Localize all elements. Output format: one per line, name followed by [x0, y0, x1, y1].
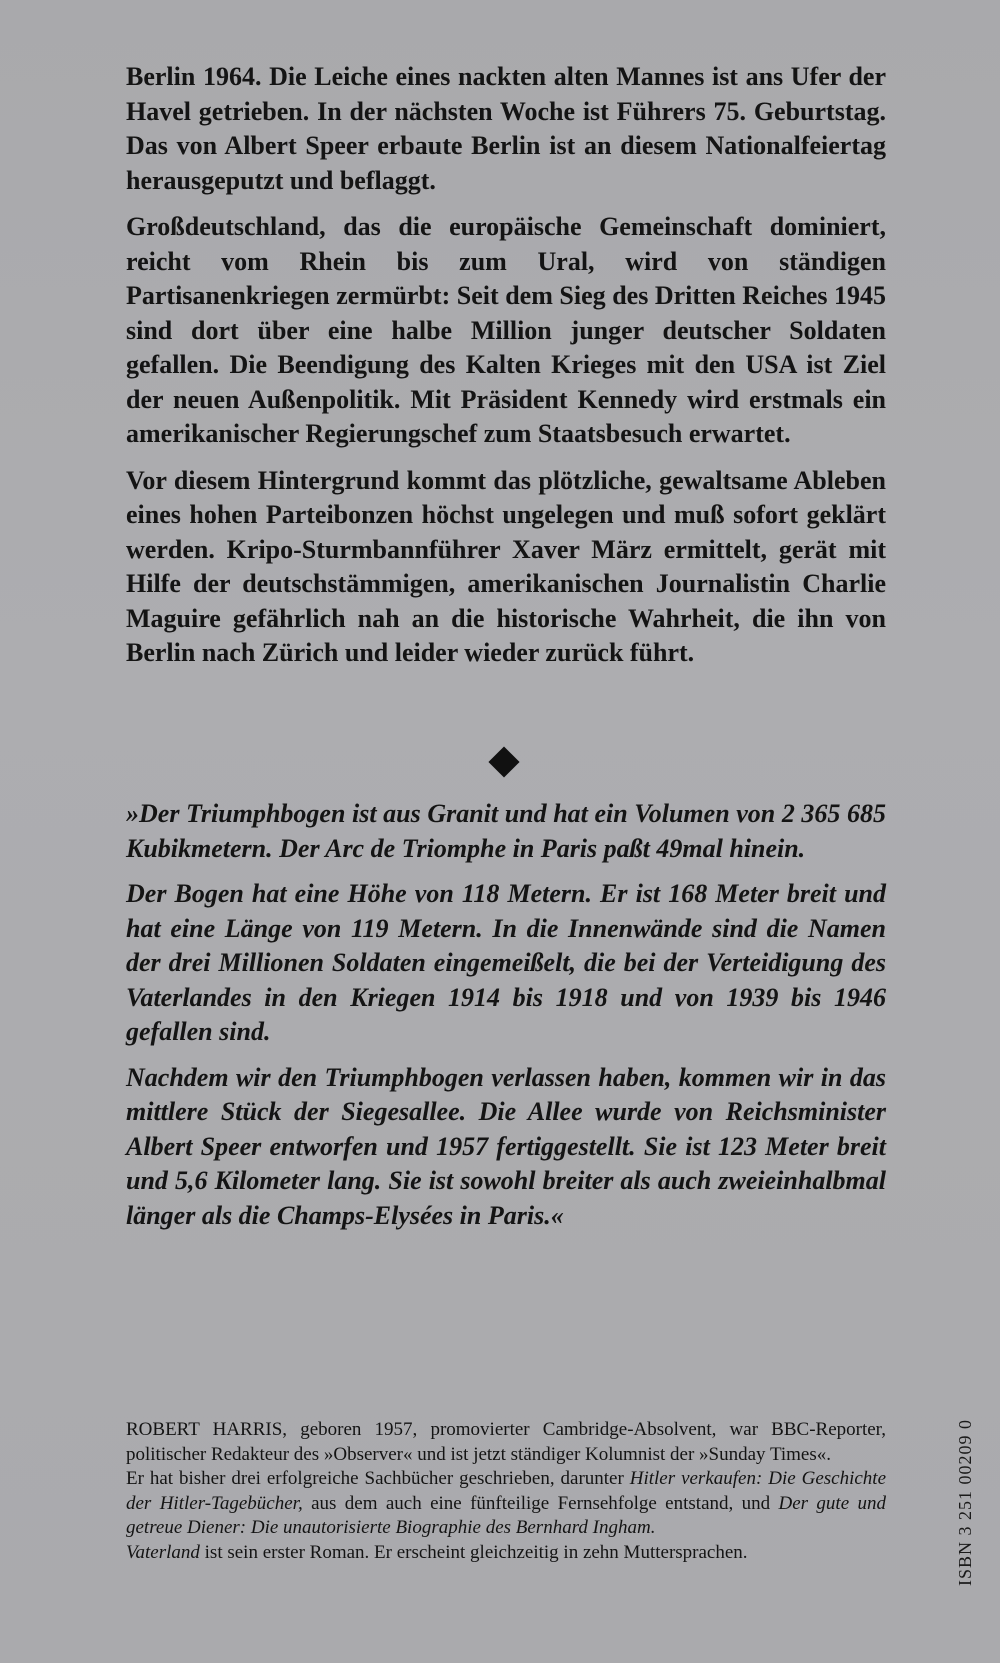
author-bio: [126, 1418, 886, 1565]
author-bio-line-1: ROBERT HARRIS, geboren 1957, promovierter Cambridge-Absolvent, war BBC-Reporter, politischer Redakteur des »Observer« und ist jetzt ständiger Kolumnist der »Sunday Times«.: [126, 1419, 886, 1465]
book-title-hitler-verkaufen: Hitler verkaufen: Die Geschichte der Hitler-Tagebücher,: [126, 1468, 886, 1514]
quote-paragraph-1: »Der Triumphbogen ist aus Granit und hat ein Volumen von 2 365 685 Kubikmetern. Der Arc de Triomphe in Paris paßt 49mal hinein.: [126, 799, 886, 863]
book-title-der-gute-diener: Der gute und getreue Diener: Die unautorisierte Biographie des Bernhard Ingham.: [126, 1492, 887, 1538]
quote-paragraph-3: Nachdem wir den Triumphbogen verlassen haben, kommen wir in das mittlere Stück der Siegesallee. Die Allee wurde von Reichsminister Albert Speer entworfen und 1957 fertiggestellt. Sie ist 123 Meter breit und 5,6 Kilometer lang. Sie ist sowohl breiter als auch zweieinhalbmal länger als die Champs-Elysées in Paris.«: [126, 1062, 886, 1230]
blurb-section: [126, 60, 886, 683]
quote-section: [126, 797, 886, 1244]
author-bio-text: aus dem auch eine fünfteilige Fernsehfolge entstand, und: [302, 1492, 779, 1514]
author-bio-line-3: [126, 1541, 886, 1566]
isbn-number: ISBN 3 251 00209 0: [955, 1418, 975, 1586]
author-bio-text: Er hat bisher drei erfolgreiche Sachbücher geschrieben, darunter: [126, 1468, 630, 1489]
author-bio-text: ist sein erster Roman. Er erscheint gleichzeitig in zehn Muttersprachen.: [199, 1541, 748, 1563]
author-bio-line-2: [126, 1467, 886, 1541]
blurb-paragraph-2: Großdeutschland, das die europäische Gemeinschaft dominiert, reicht vom Rhein bis zum Ural, wird von ständigen Partisanenkriegen zermürbt: Seit dem Sieg des Dritten Reiches 1945 sind dort über eine halbe Million junger deutscher Soldaten gefallen. Die Beendigung des Kalten Krieges mit den USA ist Ziel der neuen Außenpolitik. Mit Präsident Kennedy wird erstmals ein amerikanischer Regierungschef zum Staatsbesuch erwartet.: [126, 212, 886, 448]
book-title-vaterland: Vaterland: [126, 1541, 200, 1563]
quote-paragraph-2: Der Bogen hat eine Höhe von 118 Metern. Er ist 168 Meter breit und hat eine Länge von 119 Metern. In die Innenwände sind die Namen der drei Millionen Soldaten eingemeißelt, die bei der Verteidigung des Vaterlandes in den Kriegen 1914 bis 1918 und von 1939 bis 1946 gefallen sind.: [126, 879, 886, 1046]
blurb-paragraph-1: Berlin 1964. Die Leiche eines nackten alten Mannes ist ans Ufer der Havel getrieben. In der nächsten Woche ist Führers 75. Geburtstag. Das von Albert Speer erbaute Berlin ist an diesem Nationalfeiertag herausgeputzt und beflaggt.: [126, 62, 886, 195]
diamond-separator-icon: [488, 746, 519, 777]
blurb-paragraph-3: Vor diesem Hintergrund kommt das plötzliche, gewaltsame Ableben eines hohen Parteibonzen höchst ungelegen und muß sofort geklärt werden. Kripo-Sturmbannführer Xaver März ermittelt, gerät mit Hilfe der deutschstämmigen, amerikanischen Journalistin Charlie Maguire gefährlich nah an die historische Wahrheit, die ihn von Berlin nach Zürich und leider wieder zurück führt.: [126, 465, 886, 667]
